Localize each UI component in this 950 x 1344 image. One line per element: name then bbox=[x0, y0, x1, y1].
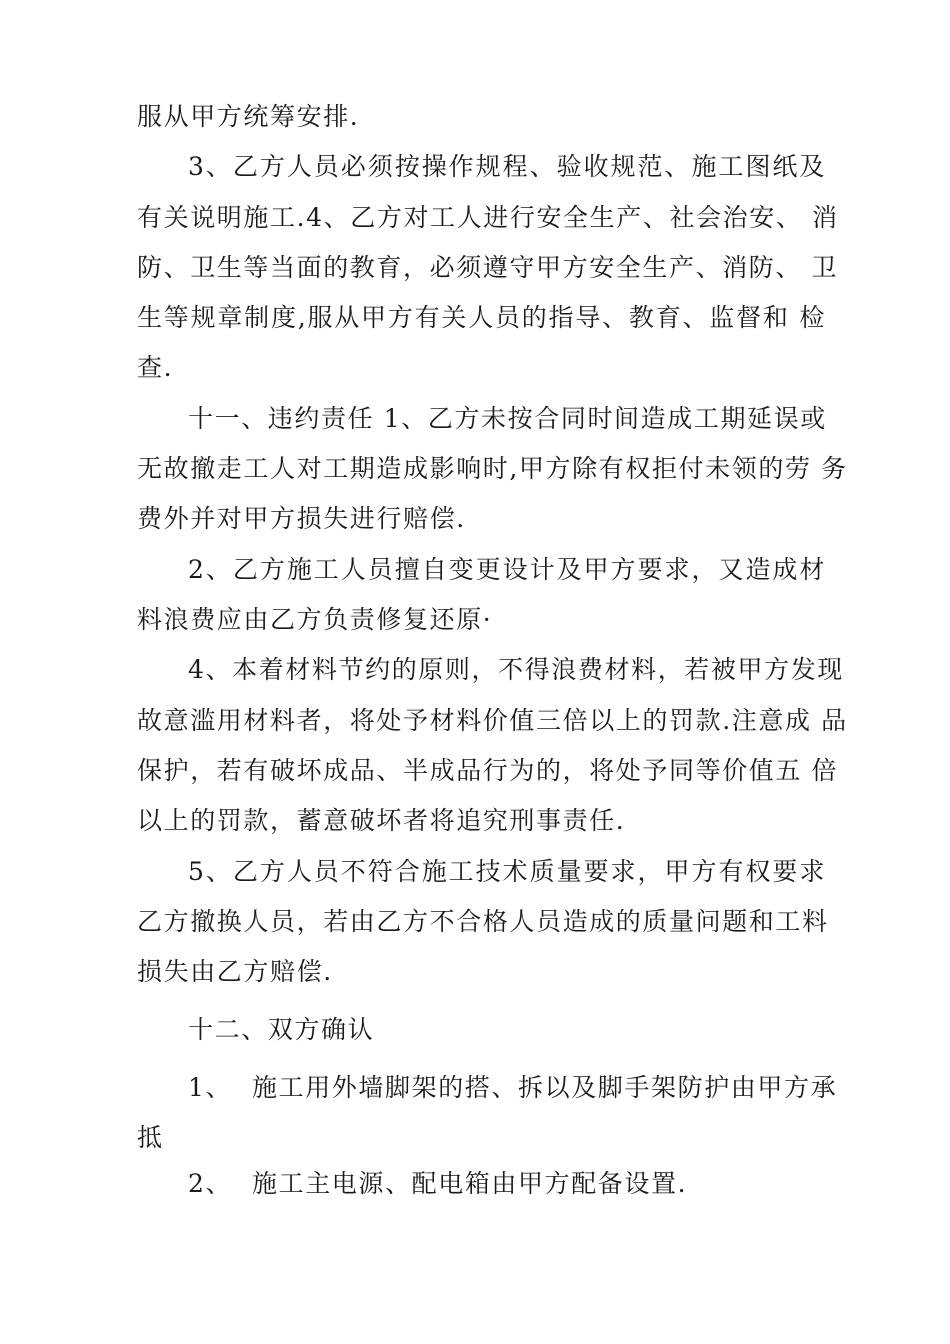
text-line: 料浪费应由乙方负责修复还原· bbox=[137, 605, 493, 634]
text-line: 查. bbox=[137, 353, 174, 382]
text-line: 无故撤走工人对工期造成影响时,甲方除有权拒付未领的劳 务 bbox=[137, 454, 848, 483]
text-line: 故意滥用材料者，将处予材料价值三倍以上的罚款.注意成 品 bbox=[137, 706, 848, 735]
text-line: 费外并对甲方损失进行赔偿. bbox=[137, 504, 466, 533]
text-line: 2、乙方施工人员擅自变更设计及甲方要求，又造成材 bbox=[188, 555, 826, 584]
text-line: 以上的罚款，蓄意破坏者将追究刑事责任. bbox=[137, 806, 626, 835]
item-number: 1、 bbox=[188, 1073, 233, 1102]
text-line: 5、乙方人员不符合施工技术质量要求，甲方有权要求 bbox=[188, 857, 826, 886]
text-line: 十一、违约责任 1、乙方未按合同时间造成工期延误或 bbox=[188, 404, 827, 433]
numbered-item bbox=[188, 1167, 838, 1201]
text-line: 防、卫生等当面的教育，必须遵守甲方安全生产、消防、 卫 bbox=[137, 253, 839, 282]
item-number: 2、 bbox=[188, 1169, 233, 1198]
text-line: 乙方撤换人员，若由乙方不合格人员造成的质量问题和工料 bbox=[137, 907, 829, 936]
text-line: 服从甲方统筹安排. bbox=[137, 102, 360, 131]
text-line: 4、本着材料节约的原则，不得浪费材料，若被甲方发现 bbox=[188, 655, 844, 684]
text-line: 保护，若有破坏成品、半成品行为的，将处予同等价值五 倍 bbox=[137, 756, 839, 785]
text-line: 生等规章制度,服从甲方有关人员的指导、教育、监督和 检 bbox=[137, 303, 826, 332]
item-text: 施工用外墙脚架的搭、拆以及脚手架防护由甲方承 bbox=[252, 1073, 838, 1102]
text-line: 3、乙方人员必须按操作规程、验收规范、施工图纸及 bbox=[188, 152, 826, 181]
item-text: 施工主电源、配电箱由甲方配备设置. bbox=[252, 1169, 688, 1198]
numbered-item bbox=[188, 1071, 838, 1105]
section-heading: 十二、双方确认 bbox=[188, 1015, 375, 1044]
text-line: 有关说明施工.4、乙方对工人进行安全生产、社会治安、 消 bbox=[137, 203, 839, 232]
text-line: 抵 bbox=[137, 1123, 164, 1152]
text-line: 损失由乙方赔偿. bbox=[137, 957, 333, 986]
